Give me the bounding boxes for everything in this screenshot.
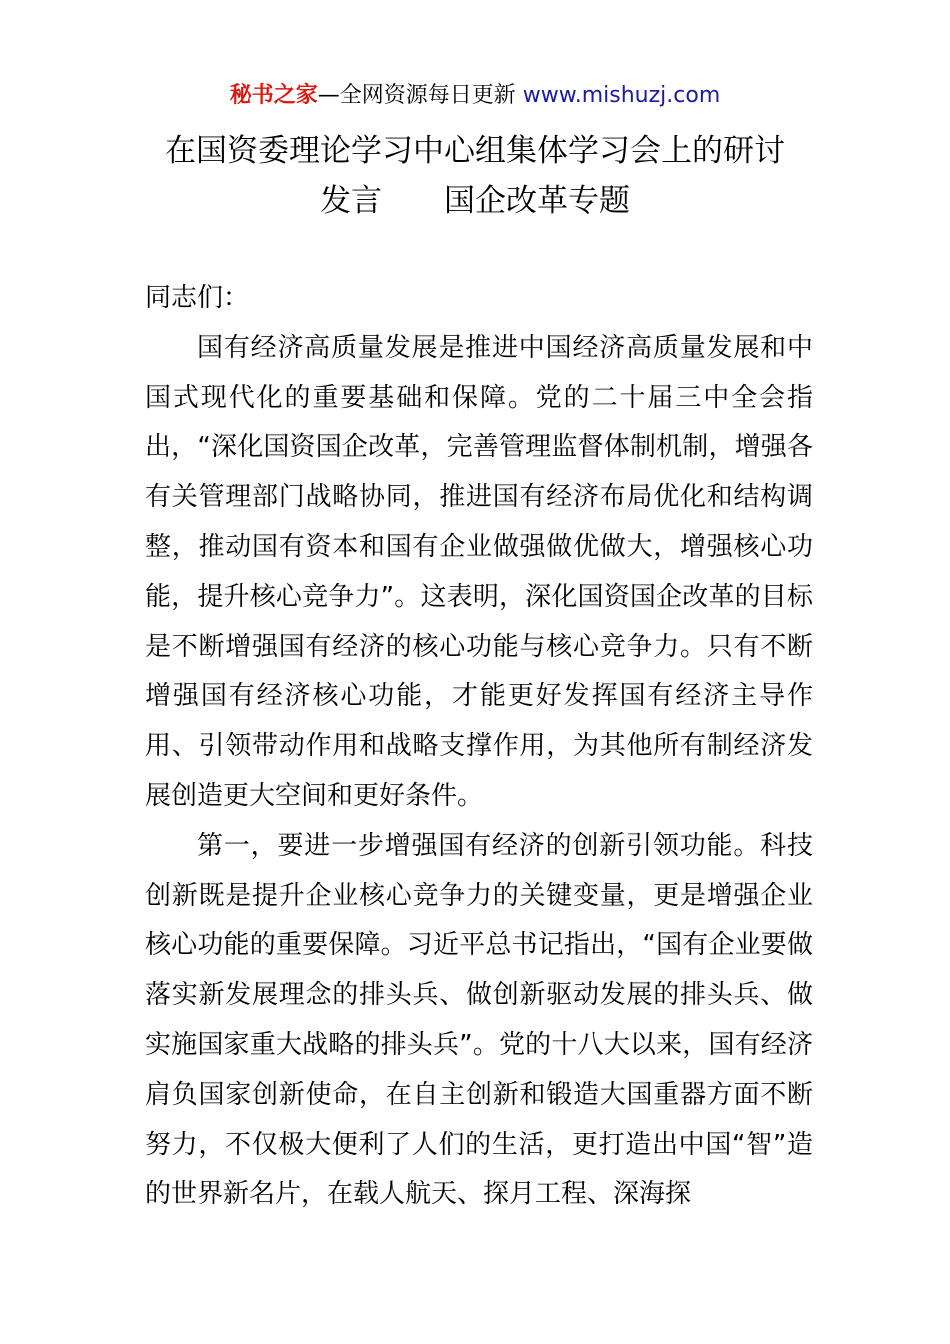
site-url[interactable]: www.mishuzj.com xyxy=(522,83,721,108)
title-line-1: 在国资委理论学习中心组集体学习会上的研讨 xyxy=(165,133,785,169)
brand-name: 秘书之家 xyxy=(229,83,318,108)
site-header xyxy=(0,80,950,112)
paragraph-intro: 国有经济高质量发展是推进中国经济高质量发展和中国式现代化的重要基础和保障。党的二十届三中全会指出，“深化国资国企改革，完善管理监督体制机制，增强各有关管理部门战略协同，推进国有经济布局优化和结构调整，推动国有资本和国有企业做强做优做大，增强核心功能，提升核心竞争力”。这表明，深化国资国企改革的目标是不断增强国有经济的核心功能与核心竞争力。只有不断增强国有经济核心功能，才能更好发挥国有经济主导作用、引领带动作用和战略支撑作用，为其他所有制经济发展创造更大空间和更好条件。 xyxy=(145,332,813,811)
title-line-2: 发言 国企改革专题 xyxy=(320,183,630,219)
paragraph-first-point: 第一，要进一步增强国有经济的创新引领功能。科技创新既是提升企业核心竞争力的关键变量，更是增强企业核心功能的重要保障。习近平总书记指出，“国有企业要做落实新发展理念的排头兵、做创新驱动发展的排头兵、做实施国家重大战略的排头兵”。党的十八大以来，国有经济肩负国家创新使命，在自主创新和锻造大国重器方面不断努力，不仅极大便利了人们的生活，更打造出中国“智”造的世界新名片，在载人航天、探月工程、深海探 xyxy=(145,830,813,1210)
document-title xyxy=(0,126,950,226)
document-body xyxy=(145,274,813,1220)
salutation: 同志们： xyxy=(145,283,250,313)
site-tagline: —全网资源每日更新 xyxy=(317,83,516,108)
